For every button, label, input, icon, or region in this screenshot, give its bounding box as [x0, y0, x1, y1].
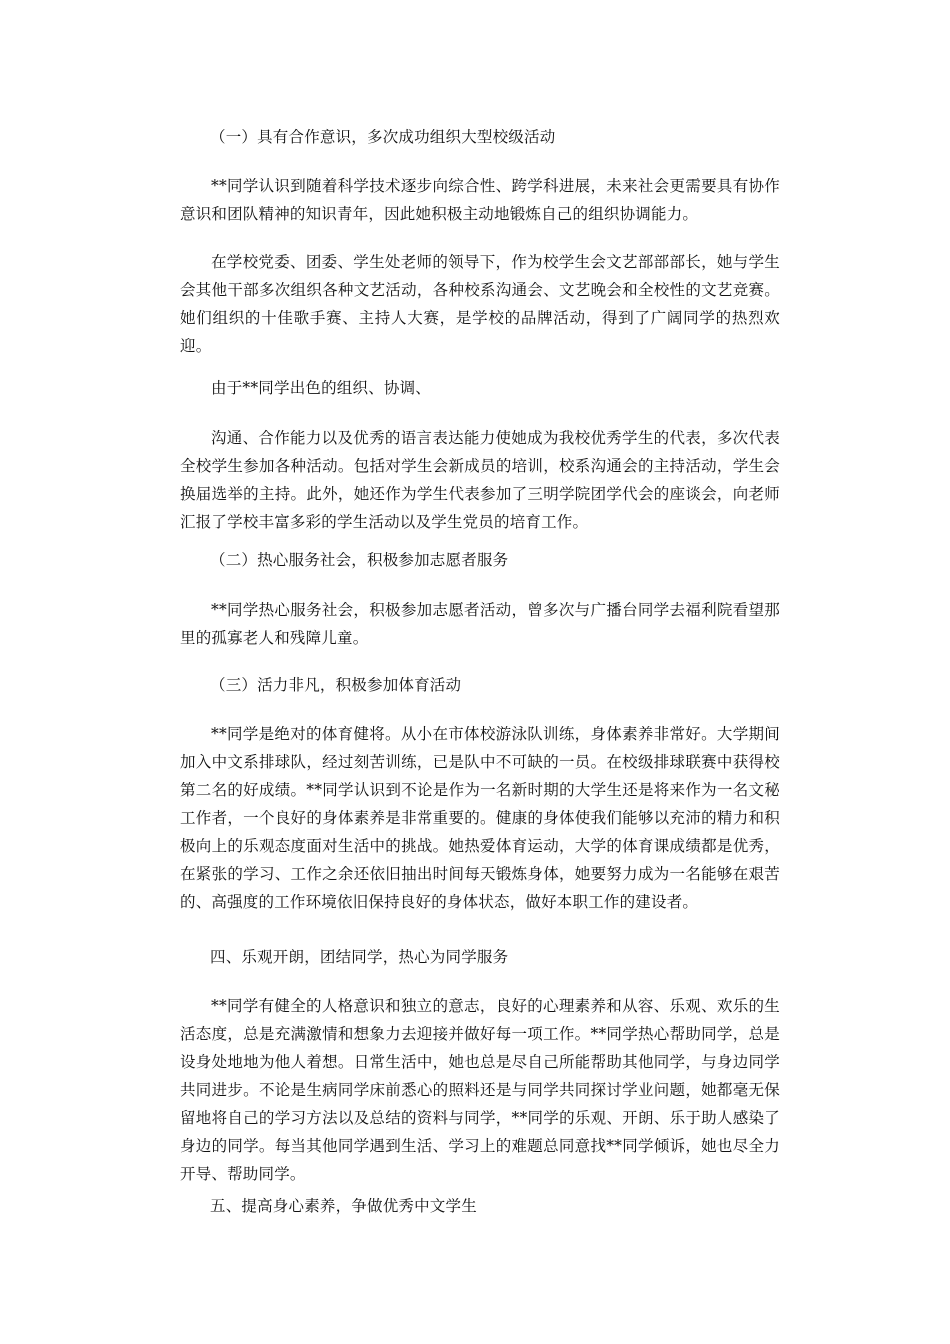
section-heading-1: （一）具有合作意识，多次成功组织大型校级活动	[210, 128, 556, 146]
paragraph-4: 沟通、合作能力以及优秀的语言表达能力使她成为我校优秀学生的代表，多次代表全校学生参加各种活动。包括对学生会新成员的培训，校系沟通会的主持活动，学生会换届选举的主持。此外，她还作为学生代表参加了三明学院团学代会的座谈会，向老师汇报了学校丰富多彩的学生活动以及学生党员的培育工作。	[180, 429, 780, 531]
paragraph-2: 在学校党委、团委、学生处老师的领导下，作为校学生会文艺部部部长，她与学生会其他干部多次组织各种文艺活动，各种校系沟通会、文艺晚会和全校性的文艺竞赛。她们组织的十佳歌手赛、主持人大赛，是学校的品牌活动，得到了广阔同学的热烈欢迎。	[180, 253, 780, 355]
section-heading-4: 四、乐观开朗，团结同学，热心为同学服务	[210, 948, 509, 966]
paragraph-1: **同学认识到随着科学技术逐步向综合性、跨学科进展，未来社会更需要具有协作意识和团队精神的知识青年，因此她积极主动地锻炼自己的组织协调能力。	[180, 177, 780, 223]
paragraph-7: **同学有健全的人格意识和独立的意志，良好的心理素养和从容、乐观、欢乐的生活态度，总是充满激情和想象力去迎接并做好每一项工作。**同学热心帮助同学，总是设身处地地为他人着想。日常生活中，她也总是尽自己所能帮助其他同学，与身边同学共同进步。不论是生病同学床前悉心的照料还是与同学共同探讨学业问题，她都毫无保留地将自己的学习方法以及总结的资料与同学，**同学的乐观、开朗、乐于助人感染了身边的同学。每当其他同学遇到生活、学习上的难题总同意找**同学倾诉，她也尽全力开导、帮助同学。	[180, 997, 780, 1183]
paragraph-5: **同学热心服务社会，积极参加志愿者活动，曾多次与广播台同学去福利院看望那里的孤寡老人和残障儿童。	[180, 601, 780, 647]
section-heading-5: 五、提高身心素养，争做优秀中文学生	[210, 1197, 477, 1215]
section-heading-2: （二）热心服务社会，积极参加志愿者服务	[210, 551, 509, 569]
section-heading-3: （三）活力非凡，积极参加体育活动	[210, 676, 462, 694]
paragraph-3: 由于**同学出色的组织、协调、	[211, 379, 432, 397]
paragraph-6: **同学是绝对的体育健将。从小在市体校游泳队训练，身体素养非常好。大学期间加入中文系排球队，经过刻苦训练，已是队中不可缺的一员。在校级排球联赛中获得校第二名的好成绩。**同学认识到不论是作为一名新时期的大学生还是将来作为一名文秘工作者，一个良好的身体素养是非常重要的。健康的身体使我们能够以充沛的精力和积极向上的乐观态度面对生活中的挑战。她热爱体育运动，大学的体育课成绩都是优秀，在紧张的学习、工作之余还依旧抽出时间每天锻炼身体，她要努力成为一名能够在艰苦的、高强度的工作环境依旧保持良好的身体状态，做好本职工作的建设者。	[180, 725, 780, 911]
